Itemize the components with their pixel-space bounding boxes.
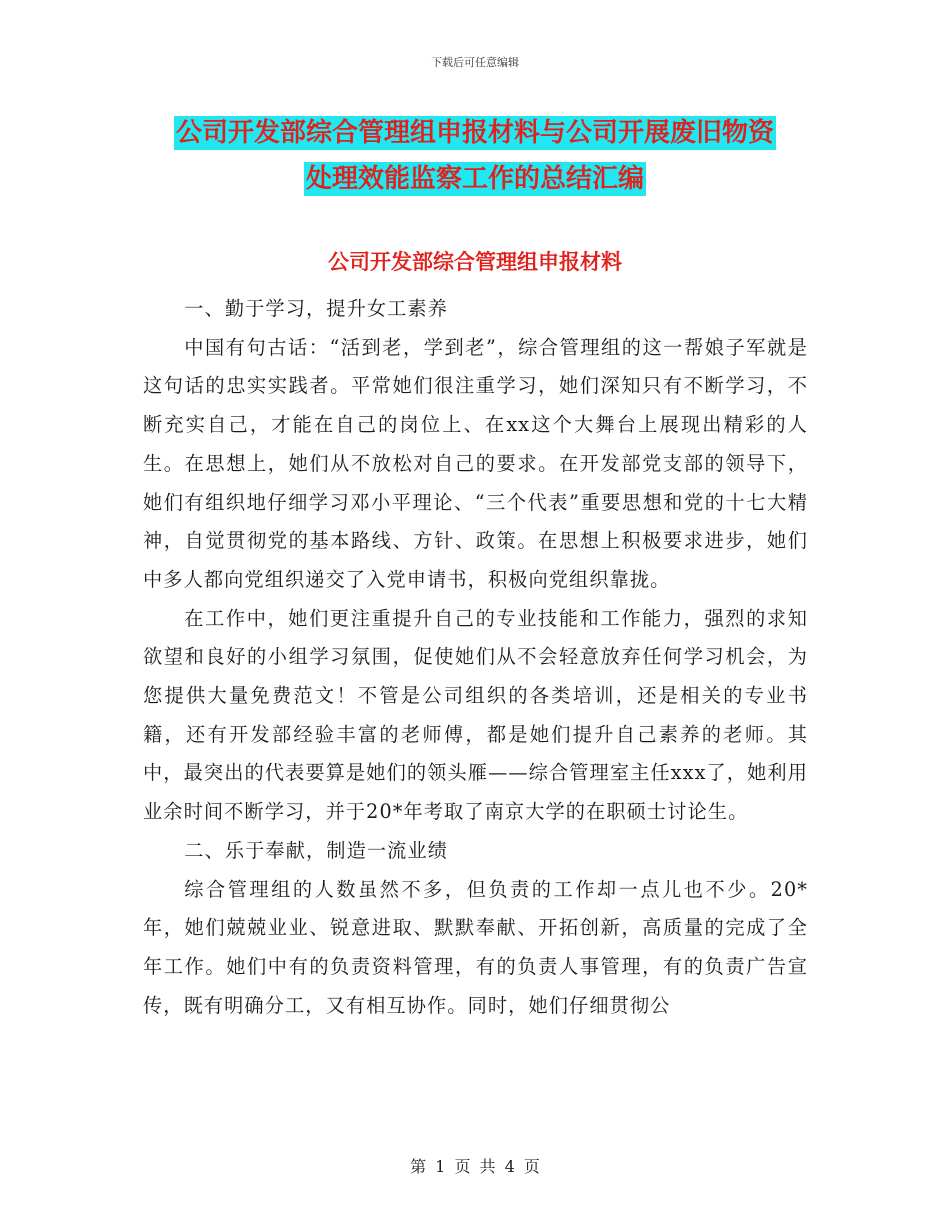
paragraph: 在工作中，她们更注重提升自己的专业技能和工作能力，强烈的求知欲望和良好的小组学习氛围，促使她们从不会轻意放弃任何学习机会，为您提供大量免费范文！不管是公司组织的各类培训，还是相关的专业书籍，还有开发部经验丰富的老师傅，都是她们提升自己素养的老师。其中，最突出的代表要算是她们的领头雁——综合管理室主任xxx了，她利用业余时间不断学习，并于20*年考取了南京大学的在职硕士讨论生。 [143, 606, 808, 824]
title-line-1-text: 公司开发部综合管理组申报材料与公司开展废旧物资 [175, 118, 774, 148]
title-line-2-text: 处理效能监察工作的总结汇编 [305, 164, 644, 194]
document-title-line-1 [0, 112, 950, 149]
paragraph-heading-1: 一、勤于学习，提升女工素养 [184, 297, 449, 320]
paragraph: 综合管理组的人数虽然不多，但负责的工作却一点儿也不少。20*年，她们兢兢业业、锐意进取、默默奉献、开拓创新，高质量的完成了全年工作。她们中有的负责资料管理，有的负责人事管理，有的负责广告宣传，既有明确分工，又有相互协作。同时，她们仔细贯彻公 [143, 877, 808, 1017]
paragraph-heading-2: 二、乐于奉献，制造一流业绩 [184, 838, 449, 862]
section-title: 公司开发部综合管理组申报材料 [328, 250, 622, 274]
paragraph: 中国有句古话：“活到老，学到老”，综合管理组的这一帮娘子军就是这句话的忠实实践者。平常她们很注重学习，她们深知只有不断学习，不断充实自己，才能在自己的岗位上、在xx这个大舞台上展现出精彩的人生。在思想上，她们从不放松对自己的要求。在开发部党支部的领导下，她们有组织地仔细学习邓小平理论、“三个代表”重要思想和党的十七大精神，自觉贯彻党的基本路线、方针、政策。在思想上积极要求进步，她们中多人都向党组织递交了入党申请书，积极向党组织靠拢。 [143, 335, 808, 591]
document-title-line-2 [0, 158, 950, 195]
document-body [143, 290, 808, 1025]
page-header-note: 下载后可任意编辑 [431, 56, 519, 69]
page-footer: 第 1 页 共 4 页 [410, 1157, 540, 1176]
